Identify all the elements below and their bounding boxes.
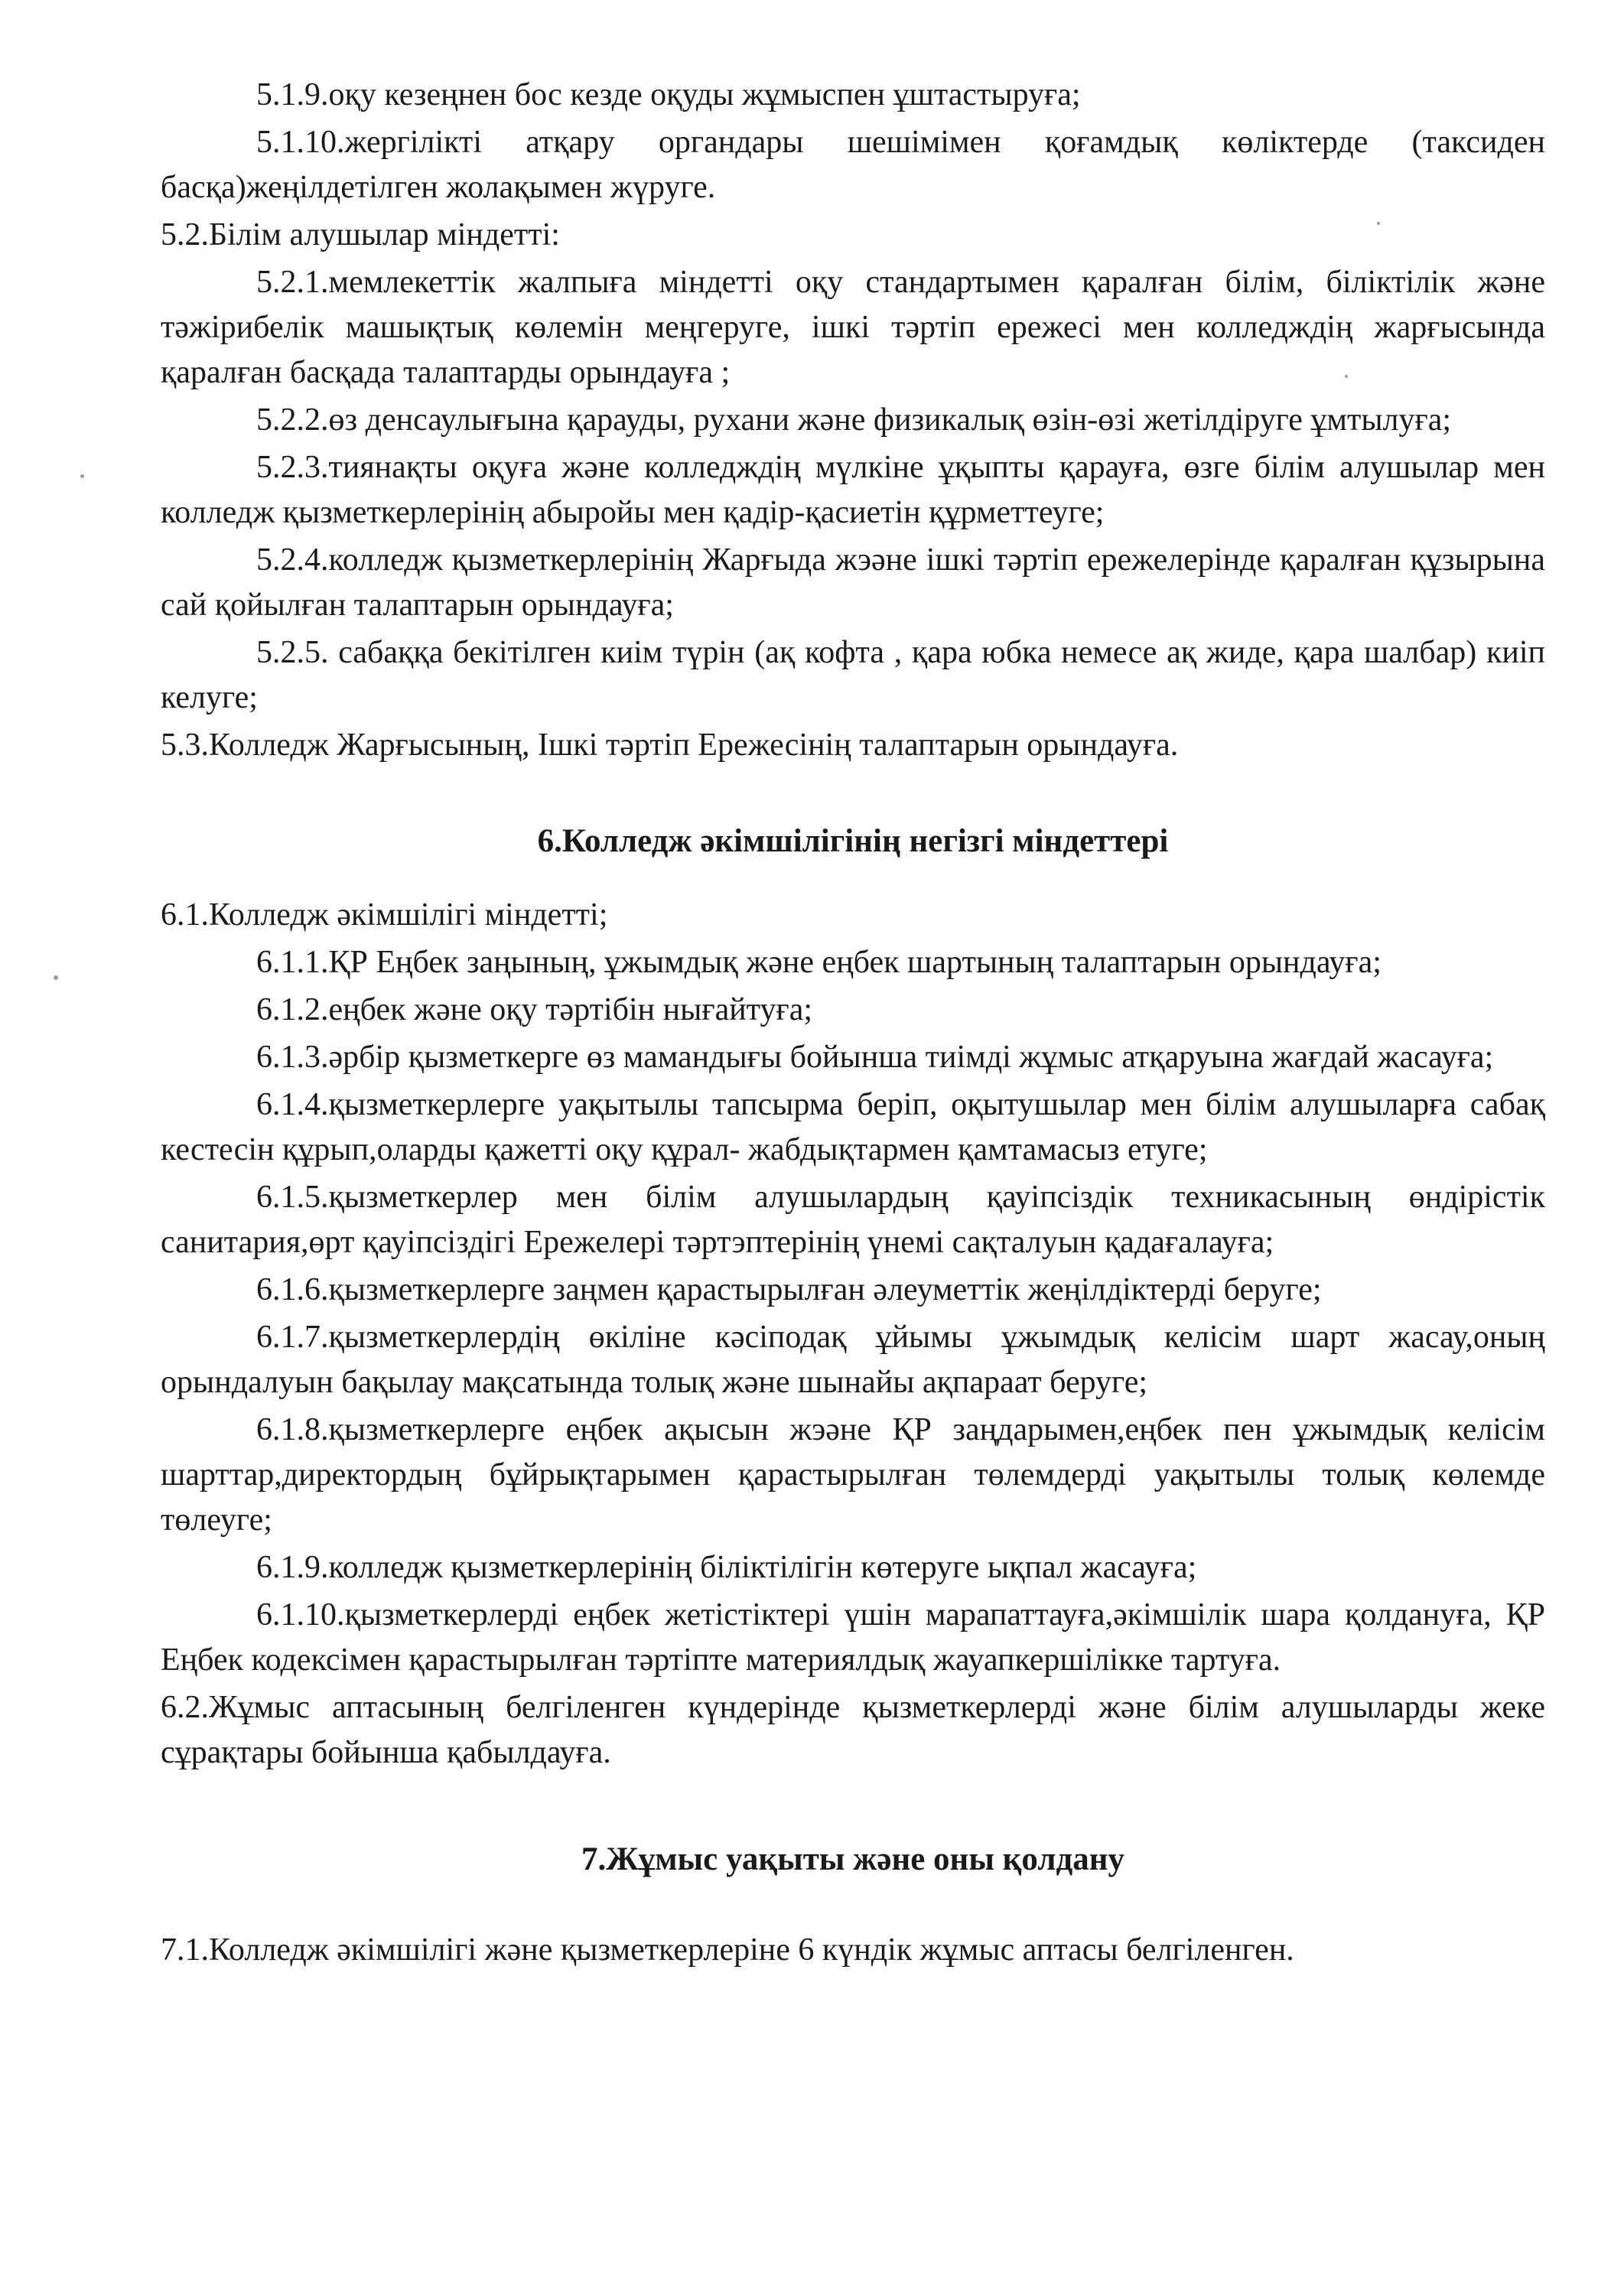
section-5 — [161, 73, 1545, 768]
paragraph: 6.1.5.қызметкерлер мен білім алушылардың қауіпсіздік техникасының өндірістік санитария,өрт қауіпсіздігі Ережелері тәртэптерінің үнемі сақталуын қадағалауға; — [161, 1180, 1545, 1260]
paragraph: 5.1.9.оқу кезеңнен бос кезде оқуды жұмыспен ұштастыруға; — [256, 77, 1081, 112]
paragraph: 6.1.1.ҚР Еңбек заңының, ұжымдық және еңбек шартының талаптарын орындауға; — [256, 945, 1382, 980]
paragraph: 6.1.4.қызметкерлерге уақытылы тапсырма беріп, оқытушылар мен білім алушыларға сабақ кестесін құрып,оларды қажетті оқу құрал- жабдықтармен қамтамасыз етуге; — [161, 1087, 1545, 1167]
paragraph: 5.2.5. сабаққа бекітілген киім түрін (ақ кофта , қара юбка немесе ақ жиде, қара шалбар) киіп келуге; — [161, 635, 1545, 715]
paragraph: 5.2.1.мемлекеттік жалпыға міндетті оқу стандартымен қаралған білім, біліктілік және тәжірибелік машықтық көлемін меңгеруге, ішкі тәртіп ережесі мен колледждің жарғысында қаралған басқада талаптарды орындауға ; — [161, 265, 1545, 390]
scan-speck — [1345, 375, 1348, 378]
paragraph: 6.2.Жұмыс аптасының белгіленген күндерінде қызметкерлерді және білім алушыларды жеке сұрақтары бойынша қабылдауға. — [161, 1690, 1545, 1770]
paragraph: 6.1.6.қызметкерлерге заңмен қарастырылған әлеуметтік жеңілдіктерді беруге; — [256, 1272, 1322, 1307]
paragraph: 7.1.Колледж әкімшілігі және қызметкерлеріне 6 күндік жұмыс аптасы белгіленген. — [161, 1932, 1294, 1968]
scan-speck — [80, 474, 84, 478]
scan-speck — [1377, 222, 1380, 225]
paragraph: 6.1.8.қызметкерлерге еңбек ақысын жэәне ҚР заңдарымен,еңбек пен ұжымдық келісім шарттар,директордың бұйрықтарымен қарастырылған төлемдерді уақытылы толық көлемде төлеуге; — [161, 1412, 1545, 1538]
paragraph: 5.2.4.колледж қызметкерлерінің Жарғыда жэәне ішкі тәртіп ережелерінде қаралған құзырына сай қойылған талаптарын орындауға; — [161, 542, 1545, 623]
paragraph: 5.2.Білім алушылар міндетті: — [161, 217, 560, 252]
section-heading-6: 6.Колледж әкімшілігінің негізгі міндеттері — [537, 823, 1169, 859]
paragraph: 5.3.Колледж Жарғысының, Ішкі тәртіп Ережесінің талаптарын орындауға. — [161, 728, 1179, 763]
paragraph: 6.1.Колледж әкімшілігі міндетті; — [161, 897, 608, 933]
paragraph: 5.2.3.тиянақты оқуға және колледждің мүлкіне ұқыпты қарауға, өзге білім алушылар мен колледж қызметкерлерінің абыройы мен қадір-қасиетін құрметтеуге; — [161, 450, 1545, 530]
paragraph: 5.1.10.жергілікті атқару органдары шешімімен қоғамдық көліктерде (таксиден басқа)жеңілдетілген жолақымен жүруге. — [161, 125, 1545, 205]
paragraph: 5.2.2.өз денсаулығына қарауды, рухани және физикалық өзін-өзі жетілдіруге ұмтылуға; — [256, 402, 1452, 438]
section-7 — [161, 1928, 1545, 1973]
section-6 — [161, 893, 1545, 1776]
paragraph: 6.1.10.қызметкерлерді еңбек жетістіктері үшін марапаттауға,әкімшілік шара қолдануға, ҚР Еңбек кодексімен қарастырылған тәртіпте материялдық жауапкершілікке тартуға. — [161, 1597, 1545, 1678]
paragraph: 6.1.7.қызметкерлердің өкіліне кәсіподақ ұйымы ұжымдық келісім шарт жасау,оның орындалуын бақылау мақсатында толық және шынайы ақпараат беруге; — [161, 1320, 1545, 1400]
paragraph: 6.1.2.еңбек және оқу тәртібін нығайтуға; — [256, 992, 813, 1027]
section-heading-7: 7.Жұмыс уақыты және оны қолдану — [581, 1841, 1125, 1877]
document-page — [161, 73, 1545, 1975]
paragraph: 6.1.9.колледж қызметкерлерінің біліктілігін көтеруге ықпал жасауға; — [256, 1550, 1197, 1585]
scan-speck — [54, 975, 58, 980]
paragraph: 6.1.3.әрбір қызметкерге өз мамандығы бойынша тиімді жұмыс атқаруына жағдай жасауға; — [256, 1040, 1494, 1075]
